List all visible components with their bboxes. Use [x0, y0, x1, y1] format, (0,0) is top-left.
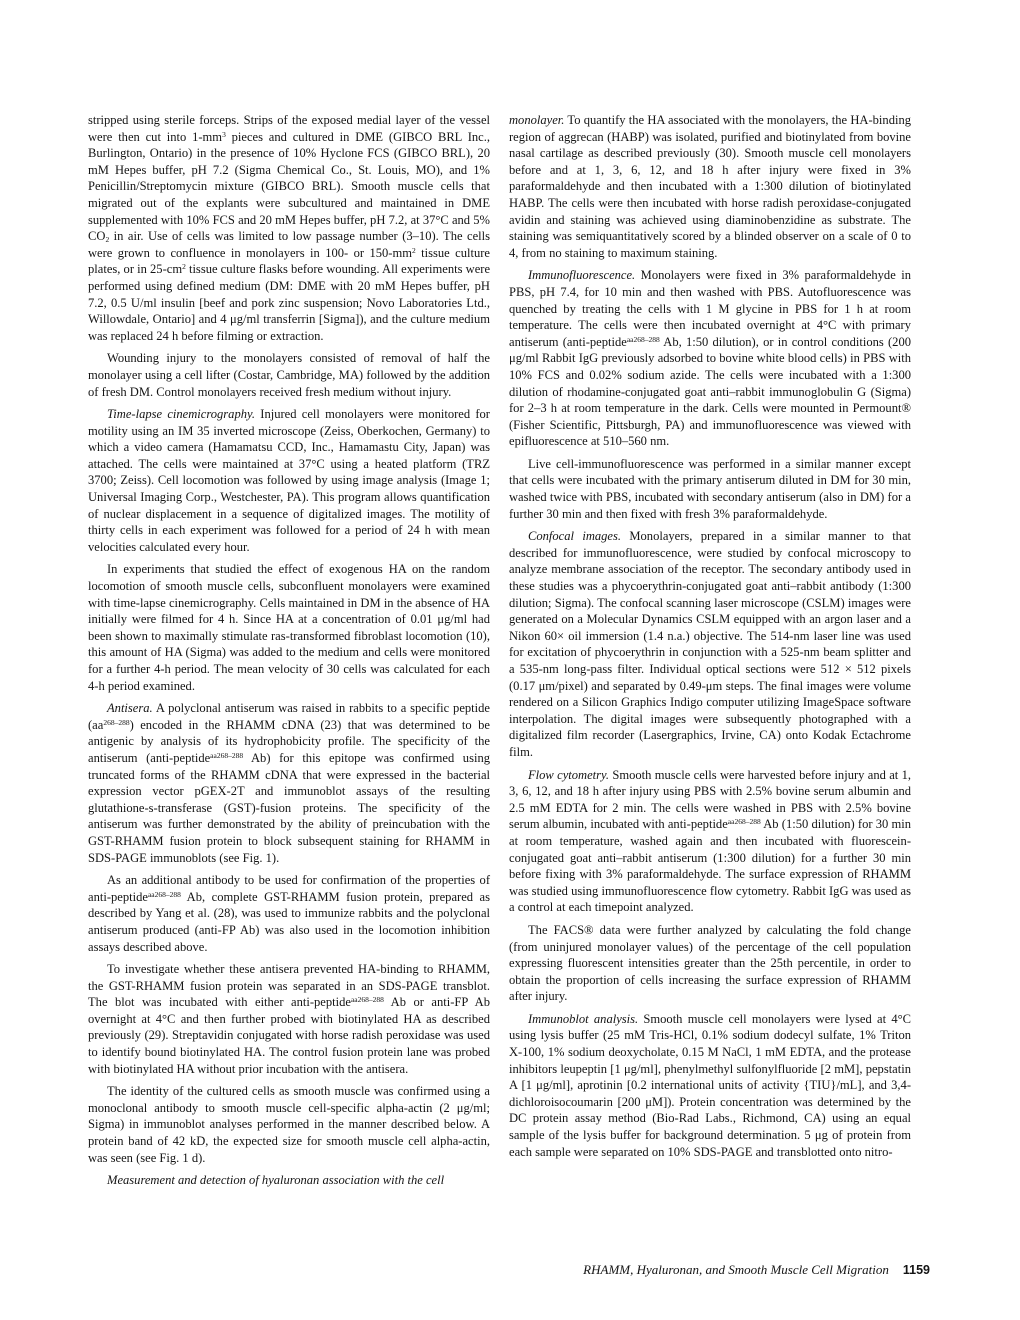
section-heading: Antisera.	[107, 701, 153, 716]
section-heading: Immunoblot analysis.	[528, 1011, 639, 1026]
section-heading: monolayer.	[509, 113, 565, 127]
paragraph: Immunofluorescence. Monolayers were fixed in 3% paraformaldehyde in PBS, pH 7.4, for 10 min and then washed with PBS. Autofluorescence was quenched by treating the cells with 1 M glycine in PBS for 1 h at room temperature. The cells were then incubated overnight at 4°C with primary antiserum (anti-peptide$^{aa268-288}$ Ab, 1:50 dilution), or in control conditions (200 μg/ml Rabbit IgG previously adsorbed to bovine white blood cells) in PBS with 10% FCS and 0.02% sodium azide. The cells were incubated with a 1:300 dilution of rhodamine-conjugated goat anti–rabbit immunoglobulin G (Sigma) for 2–3 h at room temperature in the dark. Cells were mounted in Permount® (Fisher Scientific, Pittsburgh, PA) and immunofluorescence was viewed with epifluorescence at 510–560 nm.	[509, 268, 911, 449]
paragraph: Confocal images. Monolayers, prepared in a similar manner to that described for immunofluorescence, were studied by confocal microscopy to analyze membrane association of the receptor. The secondary antibody used in these studies was a phycoerythrin-conjugated goat anti–rabbit antibody (1:300 dilution; Sigma). The confocal scanning laser microscope (CSLM) images were generated on a Molecular Dynamics CSLM equipped with an argon laser and a Nikon 60× oil immersion (1.4 n.a.) objective. The 514-nm laser line was used for excitation of phycoerythrin in conjunction with a 525-nm beam splitter and a 535-nm long-pass filter. Individual optical sections were 512 × 512 pixels (0.17 μm/pixel) and separated by 0.49-μm steps. The final images were volume rendered on a Silicon Graphics Indigo computer utilizing ImageSpace software interpolation. The digital images were subsequently photographed with a digitalized film recorder (Lasergraphics, Irvine, CA) onto Kodak Ectachrome film.	[509, 529, 912, 759]
section-heading: Time-lapse cinemicrography.	[107, 407, 256, 422]
paragraph: The FACS® data were further analyzed by calculating the fold change (from uninjured monolayer values) of the percentage of the cell population expressing fluorescent intensities greater than the 25th percentile, in order to obtain the proportion of cells increasing the surface expression of RHAMM after injury.	[509, 922, 911, 1004]
section-heading: Confocal images.	[528, 529, 622, 544]
paragraph: To investigate whether these antisera prevented HA-binding to RHAMM, the GST-RHAMM fusion protein was separated in an SDS-PAGE transblot. The blot was incubated with either anti-peptide$^{aa268-288}$ Ab or anti-FP Ab overnight at 4°C and then further probed with biotinylated HA as described previously (29). Streptavidin conjugated with horse radish peroxidase was used to identify bound biotinylated HA. The control fusion protein lane was probed with biotinylated HA without prior incubation with the antisera.	[88, 962, 491, 1076]
paragraph: Time-lapse cinemicrography. Injured cell monolayers were monitored for motility using an IM 35 inverted microscope (Zeiss, Oberkochen, Germany) to which a video camera (Hamamatsu CCD, Inc., Hamamastu City, Japan) was attached. The cells were maintained at 37°C using a heated platform (TRZ 3700; Zeiss). Cell locomotion was followed by using image analysis (Image 1; Universal Imaging Corp., Westchester, PA). This program allows quantification of nuclear displacement in a sequence of digitalized images. The motility of thirty cells in each experiment was followed for a period of 24 h with mean velocities calculated every hour.	[88, 407, 490, 554]
running-title: RHAMM, Hyaluronan, and Smooth Muscle Cell Migration	[583, 1262, 889, 1277]
left-column	[88, 112, 490, 1189]
paragraph: The identity of the cultured cells as smooth muscle was confirmed using a monoclonal antibody to smooth muscle cell-specific alpha-actin (2 μg/ml; Sigma) in immunoblot analyses performed in the manner described below. A protein band of 42 kD, the expected size for smooth muscle cell alpha-actin, was seen (see Fig. 1 d).	[88, 1084, 490, 1165]
section-heading: Immunofluorescence.	[528, 268, 636, 283]
paragraph: In experiments that studied the effect of exogenous HA on the random locomotion of smooth muscle cells, subconfluent monolayers were examined with time-lapse cinemicrography. Cells maintained in DM in the absence of HA initially were filmed for 4 h. Since HA at a concentration of 0.01 μg/ml had been shown to maximally stimulate ras-transformed fibroblast locomotion (10), this amount of HA (Sigma) was added to the medium and cells were monitored for a further 4-h period. The mean velocity of 30 cells was calculated for each 4-h period examined.	[88, 562, 490, 693]
page-number: 1159	[902, 1263, 930, 1277]
paragraph: Live cell-immunofluorescence was performed in a similar manner except that cells were incubated with the primary antiserum diluted in DM for 30 min, washed twice with PBS, incubated with secondary antiserum (also in DM) for a further 30 min and then fixed with fresh 3% paraformaldehyde.	[509, 456, 911, 521]
paragraph: Antisera. A polyclonal antiserum was raised in rabbits to a specific peptide $(aa^{268-288})$ encoded in the RHAMM cDNA (23) that was determined to be antigenic by analysis of its hydrophobicity profile. The specificity of the antiserum (anti-peptide$^{aa268-288}$ Ab) for this epitope was confirmed using truncated forms of the RHAMM cDNA that were expressed in the bacterial expression vector pGEX-2T and immunoblot assays of the resulting glutathione-s-transferase (GST)-fusion proteins. The specificity of the antiserum was further demonstrated by the ability of preincubation with the GST-RHAMM fusion protein to block subsequent staining for RHAMM in SDS-PAGE immunoblots (see Fig. 1).	[88, 701, 490, 865]
paragraph: Flow cytometry. Smooth muscle cells were harvested before injury and at 1, 3, 6, 12, and 18 h after injury using PBS with 2.5% bovine serum albumin and 2.5 mM EDTA for 2 min. The cells were washed in PBS with 2.5% bovine serum albumin, incubated with anti-peptide$^{aa268-288}$ Ab (1:50 dilution) for 30 min at room temperature, washed again and then incubated with fluorescein-conjugated goat anti–rabbit antiserum (1:300 dilution) for a further 30 min before fixing with 3% paraformaldehyde. The surface expression of RHAMM was studied using immunofluorescence flow cytometry. Rabbit IgG was used as a control at each timepoint analyzed.	[509, 767, 912, 915]
section-heading: Flow cytometry.	[528, 767, 610, 782]
paragraph: stripped using sterile forceps. Strips of the exposed medial layer of the vessel were then cut into $1-mm^3$ pieces and cultured in DME (GIBCO BRL Inc., Burlington, Ontario) in the presence of 10% Hyclone FCS (GIBCO BRL), 20 mM Hepes buffer, pH 7.2 (Sigma Chemical Co., St. Louis, MO), and 1% Penicillin/Streptomycin mixture (GIBCO BRL). Smooth muscle cells that migrated out of the explants were subcultured and maintained in DME supplemented with 10% FCS and 20 mM Hepes buffer, pH 7.2, at 37°C and 5% $CO_2$ in air. Use of cells was limited to low passage number (3–10). The cells were grown to confluence in monolayers in 100- or $150-mm^2$ tissue culture plates, or in $25-cm^2$ tissue culture flasks before wounding. All experiments were performed using defined medium (DM: DME with 20 mM Hepes buffer, pH 7.2, 0.5 U/ml insulin [beef and pork zinc suspension; Novo Laboratories Ltd., Willowdale, Ontario] and 4 μg/ml transferrin [Sigma]), and the culture medium was replaced 24 h before filming or extraction.	[88, 113, 491, 343]
paragraph	[88, 1172, 490, 1189]
section-heading: Measurement and detection of hyaluronan association with the cell	[107, 1173, 445, 1188]
page-footer	[583, 1262, 930, 1278]
paragraph: Immunoblot analysis. Smooth muscle cell monolayers were lysed at 4°C using lysis buffer (25 mM Tris-HCl, 0.1% sodium dodecyl sulfate, 1% Triton X-100, 1% sodium deoxycholate, 0.15 M NaCl, 1 mM EDTA, and the protease inhibitors leupeptin [1 μg/ml], phenylmethyl sulfonylfluoride [2 mM], pepstatin A [1 μg/ml], aprotinin [0.2 international units of activity {TIU}/mL], and 3,4-dichloroisocoumarin [200 μM]). Protein concentration was determined by the DC protein assay method (Bio-Rad Labs., Richmond, CA) using an equal sample of the lysis buffer for background determination. 5 μg of protein from each sample were separated on 10% SDS-PAGE and transblotted onto nitro-	[509, 1011, 911, 1159]
paragraph: Wounding injury to the monolayers consisted of removal of half the monolayer using a cell lifter (Costar, Cambridge, MA) followed by the addition of fresh DM. Control monolayers received fresh medium without injury.	[88, 351, 490, 399]
paragraph: As an additional antibody to be used for confirmation of the properties of anti-peptide$^{aa268-288}$ Ab, complete GST-RHAMM fusion protein, prepared as described by Yang et al. (28), was used to immunize rabbits and the polyclonal antiserum produced (anti-FP Ab) was also used in the locomotion inhibition assays described above.	[88, 873, 490, 954]
paragraph: monolayer. To quantify the HA associated with the monolayers, the HA-binding region of aggrecan (HABP) was isolated, purified and biotinylated from bovine nasal cartilage as described previously (30). Smooth muscle cell monolayers before and at 1, 3, 6, 12, and 18 h after injury were fixed in 3% paraformaldehyde and then incubated with a 1:300 dilution of biotinylated HABP. The cells were then incubated with horse radish peroxidase-conjugated avidin and staining was achieved using diaminobenzidine as substrate. The staining was semiquantitatively scored by a blinded observer on a scale of 0 to 4, from no staining to maximum staining.	[509, 113, 911, 260]
right-column	[509, 112, 911, 1160]
